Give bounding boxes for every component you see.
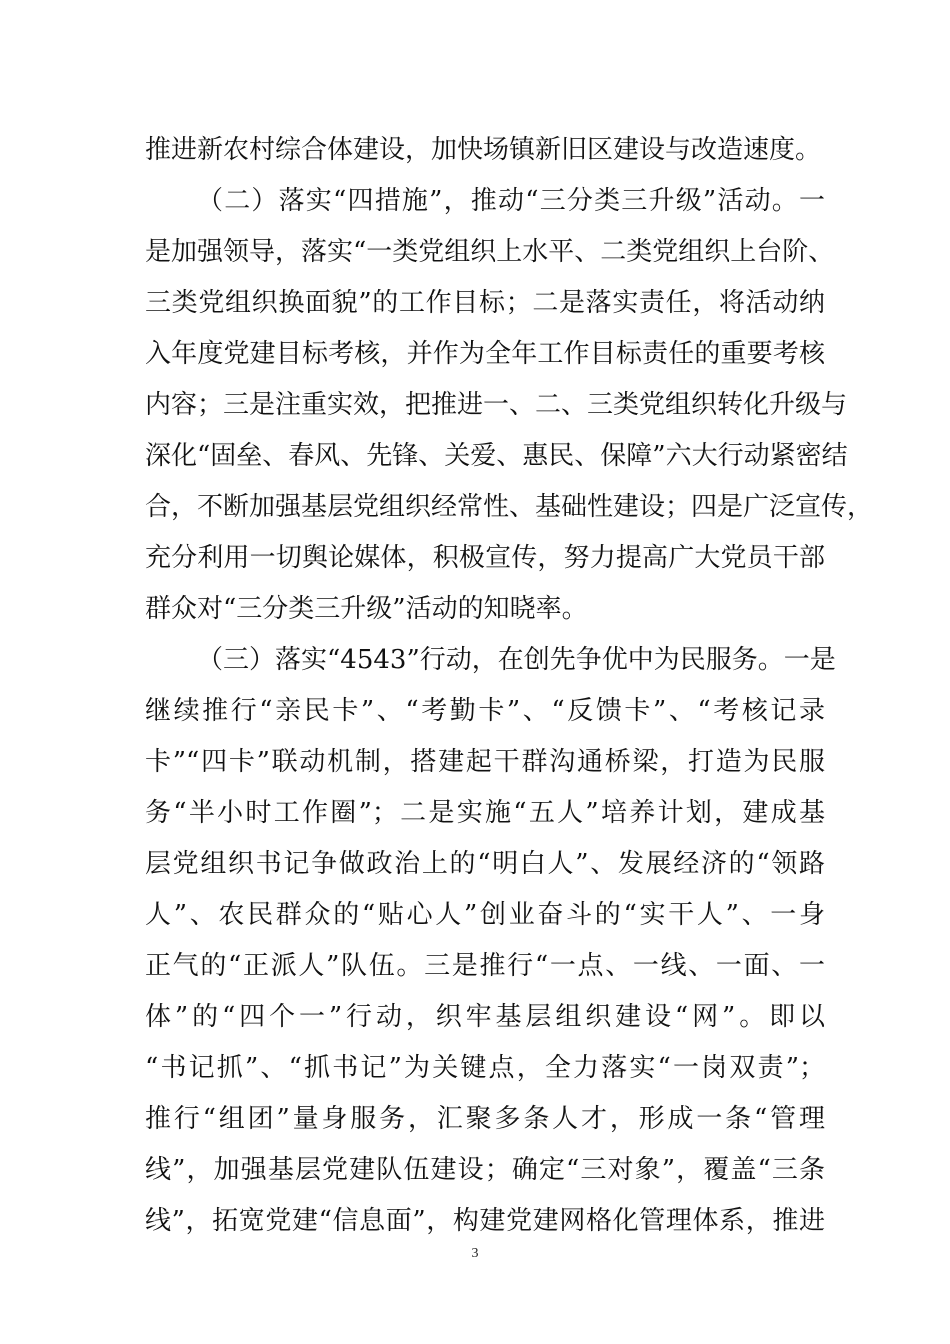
text-line: 是加强领导，落实“一类党组织上水平、二类党组织上台阶、 [145,237,835,267]
text-line: 推行“组团”量身服务，汇聚多条人才，形成一条“管理 [145,1104,825,1134]
text-line: 群众对“三分类三升级”活动的知晓率。 [145,594,588,624]
text-line: 合，不断加强基层党组织经常性、基础性建设；四是广泛宣传， [145,492,874,522]
text-line: “书记抓”、“抓书记”为关键点，全力落实“一岗双责”； [145,1053,825,1083]
text-line: 线”，加强基层党建队伍建设；确定“三对象”，覆盖“三条 [145,1155,825,1185]
text-line: 卡”“四卡”联动机制，搭建起干群沟通桥梁，打造为民服 [145,747,825,777]
paragraph-heading-line: （三）落实“4543”行动，在创先争优中为民服务。一是 [197,645,836,675]
text-line: 务“半小时工作圈”；二是实施“五人”培养计划，建成基 [145,798,825,828]
text-line: 继续推行“亲民卡”、“考勤卡”、“反馈卡”、“考核记录 [145,696,825,726]
paragraph-heading-line: （二）落实“四措施”，推动“三分类三升级”活动。一 [197,186,825,216]
text-line: 人”、农民群众的“贴心人”创业奋斗的“实干人”、一身 [145,900,825,930]
text-line: 内容；三是注重实效，把推进一、二、三类党组织转化升级与 [145,390,848,420]
text-line: 线”，拓宽党建“信息面”，构建党建网格化管理体系，推进 [145,1206,825,1236]
text-line: 深化“固垒、春风、先锋、关爱、惠民、保障”六大行动紧密结 [145,441,848,471]
page-number: 3 [471,1246,479,1261]
text-line: 入年度党建目标考核，并作为全年工作目标责任的重要考核 [145,339,825,369]
text-line: 三类党组织换面貌”的工作目标；二是落实责任，将活动纳 [145,288,825,318]
text-line: 正气的“正派人”队伍。三是推行“一点、一线、一面、一 [145,951,825,981]
text-line: 层党组织书记争做政治上的“明白人”、发展经济的“领路 [145,849,825,879]
text-line: 充分利用一切舆论媒体，积极宣传，努力提高广大党员干部 [145,543,825,573]
body-text [145,128,874,1250]
text-line: 推进新农村综合体建设，加快场镇新旧区建设与改造速度。 [145,135,822,165]
text-line: 体”的“四个一”行动，织牢基层组织建设“网”。即以 [145,1002,825,1032]
